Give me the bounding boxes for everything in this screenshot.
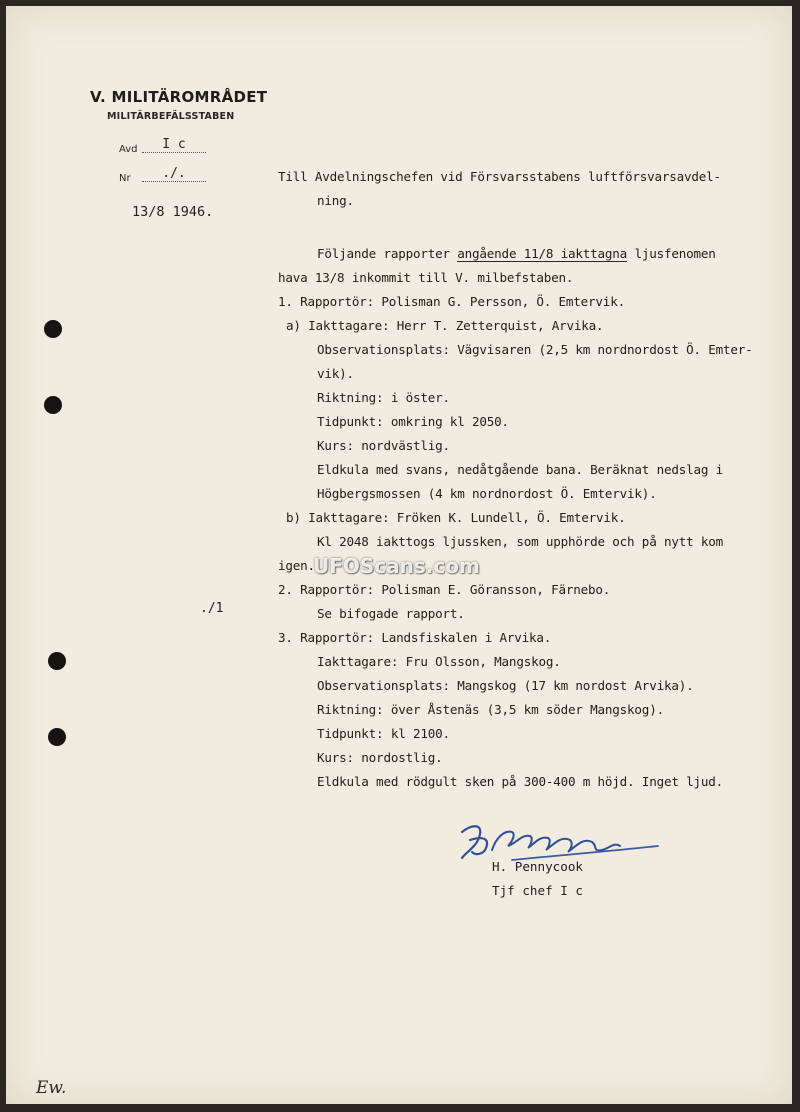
nr-value: ./. [142,166,206,182]
body-line: 3. Rapportör: Landsfiskalen i Arvika. [278,630,552,645]
body-line: Eldkula med svans, nedåtgående bana. Beräknat nedslag i [317,462,724,477]
body-line: Tidpunkt: omkring kl 2050. [317,414,509,429]
document-page [6,6,792,1104]
punch-hole [44,396,62,414]
body-line: vik). [317,366,354,381]
corner-mark: Ew. [36,1078,67,1098]
letterhead-title: V. MILITÄROMRÅDET [90,88,268,106]
body-line: Riktning: över Åstenäs (3,5 km söder Mangskog). [317,702,664,717]
body-line: 1. Rapportör: Polisman G. Persson, Ö. Emtervik. [278,294,625,309]
body-line: Högbergsmossen (4 km nordnordost Ö. Emtervik). [317,486,657,501]
body-line: Till Avdelningschefen vid Försvarsstabens luftförsvarsavdel- [278,169,721,184]
avd-label: Avd [119,144,138,155]
body-line: a) Iakttagare: Herr T. Zetterquist, Arvika. [286,318,604,333]
nr-label: Nr [119,173,131,184]
watermark-text: UFOScans.com [313,554,480,578]
signature-name: H. Pennycook [492,859,583,874]
body-line: Eldkula med rödgult sken på 300-400 m höjd. Inget ljud. [317,774,724,789]
letterhead-subtitle: MILITÄRBEFÄLSSTABEN [107,111,235,122]
body-line: Se bifogade rapport. [317,606,465,621]
body-line: Tidpunkt: kl 2100. [317,726,450,741]
body-line: Kurs: nordvästlig. [317,438,450,453]
body-line: Kl 2048 iakttogs ljussken, som upphörde och på nytt kom [317,534,724,549]
body-line: igen. [278,558,315,573]
document-date: 13/8 1946. [132,204,214,220]
body-line: Kurs: nordostlig. [317,750,443,765]
body-line: 2. Rapportör: Polisman E. Göransson, Färnebo. [278,582,611,597]
signature-role: Tjf chef I c [492,883,583,898]
body-line: Riktning: i öster. [317,390,450,405]
body-line: Observationsplats: Mangskog (17 km nordost Arvika). [317,678,694,693]
body-line: Iakttagare: Fru Olsson, Mangskog. [317,654,561,669]
attachment-note: ./1 [200,601,224,616]
punch-hole [48,728,66,746]
body-line: Observationsplats: Vägvisaren (2,5 km nordnordost Ö. Emter- [317,342,753,357]
body-line: b) Iakttagare: Fröken K. Lundell, Ö. Emtervik. [286,510,626,525]
body-line: Följande rapporter angående 11/8 iakttagna ljusfenomen [317,246,716,261]
punch-hole [48,652,66,670]
avd-value: I c [142,137,206,153]
body-line: hava 13/8 inkommit till V. milbefstaben. [278,270,574,285]
body-line: ning. [317,193,354,208]
punch-hole [44,320,62,338]
